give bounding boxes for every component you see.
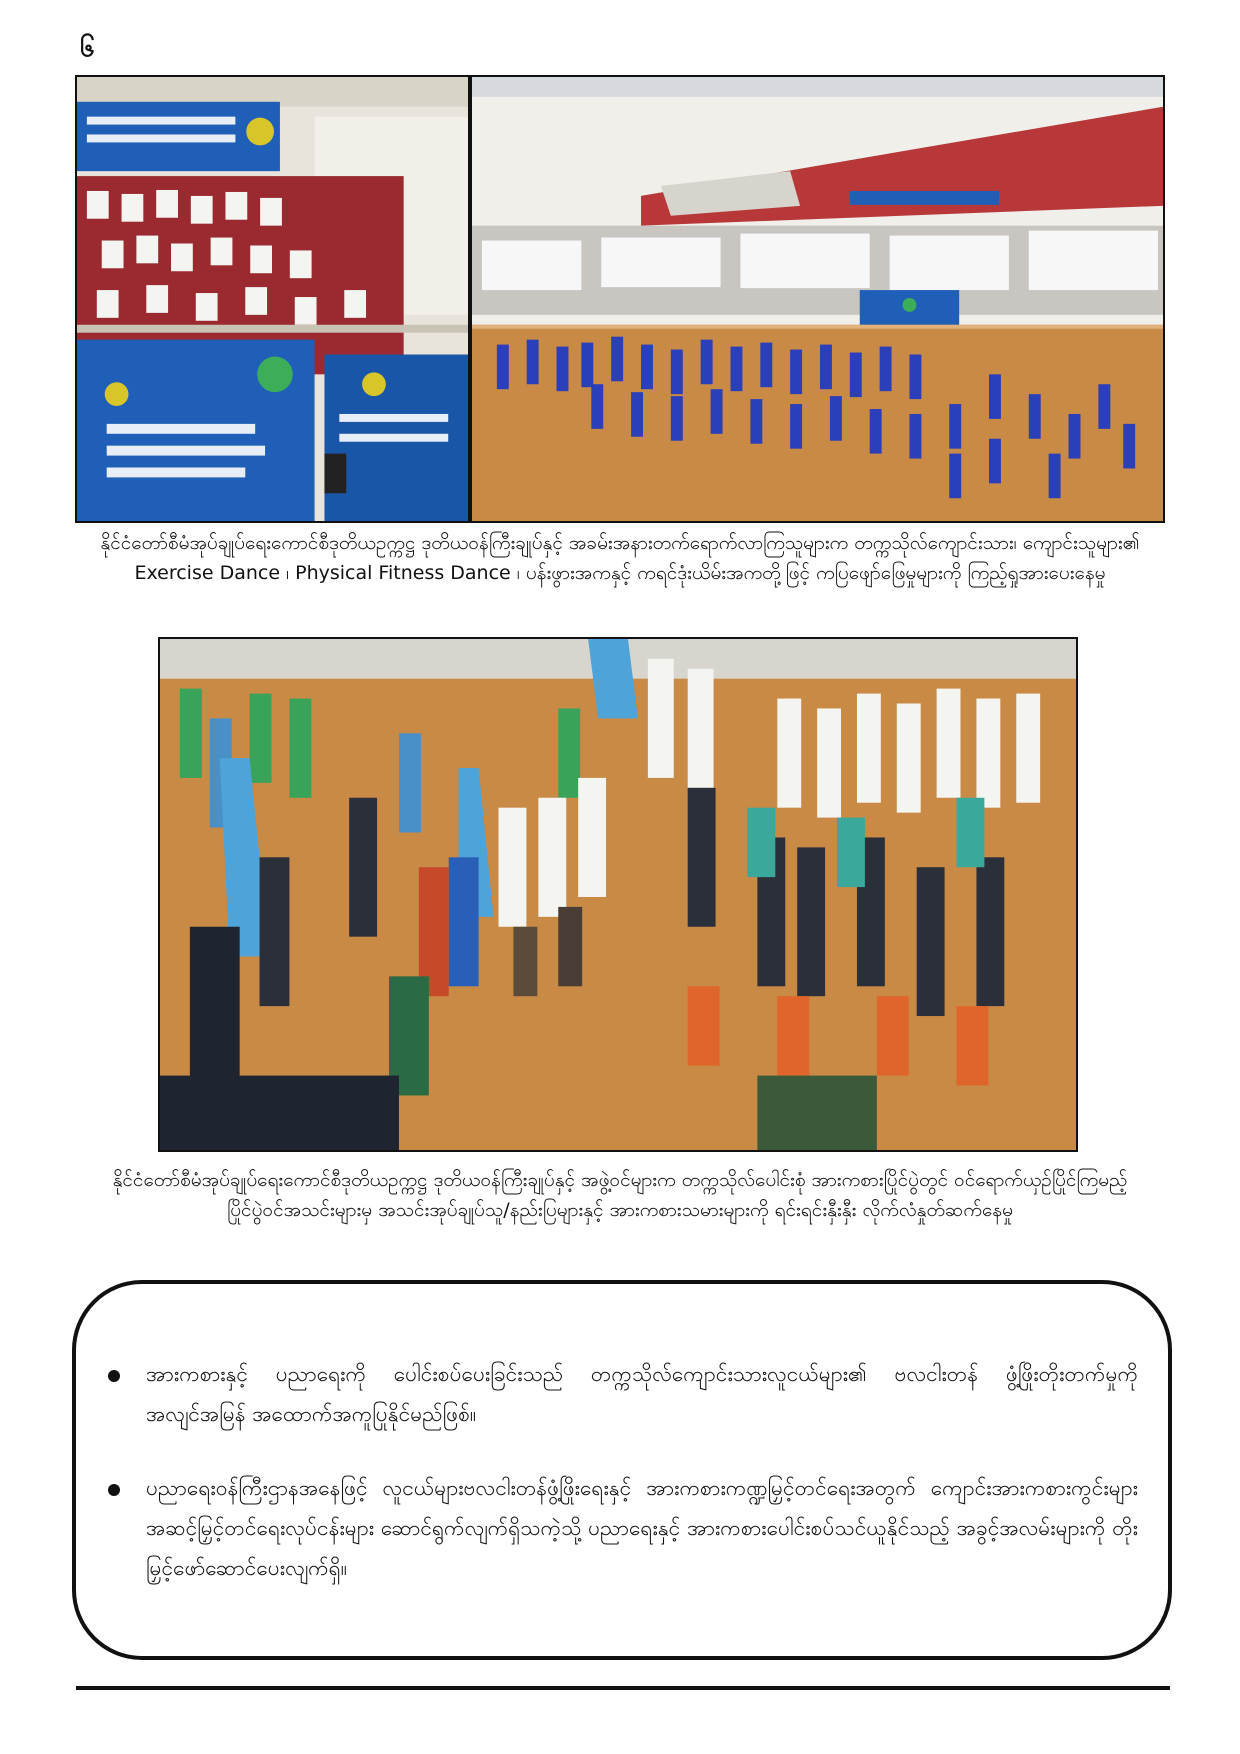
key-point-text: အားကစားနှင့် ပညာရေးကို ပေါင်းစပ်ပေးခြင်းသည် တက္ကသိုလ်ကျောင်းသားလူငယ်များ၏ ဗလငါးတန် ဖွံ့ဖြိုးတိုးတက်မှုကို အလျင်အမြန် အထောက်အကူပြုနိုင်မည်ဖြစ်။ <box>146 1362 1138 1426</box>
dance-performance-photo <box>470 75 1165 523</box>
key-point-item <box>106 1354 1138 1434</box>
key-point-text: ပညာရေးဝန်ကြီးဌာနအနေဖြင့် လူငယ်များဗလငါးတန်ဖွံ့ဖြိုးရေးနှင့် အားကစားကဏ္ဍမြှင့်တင်ရေးအတွက် ကျောင်းအားကစားကွင်းများ အဆင့်မြှင့်တင်ရေးလုပ်ငန်းများ ဆောင်ရွက်လျက်ရှိသကဲ့သို့ ပညာရေးနှင့် အားကစားပေါင်းစပ်သင်ယူနိုင်သည့် အခွင့်အလမ်းများကို တိုးမြှင့်ဖော်ဆောင်ပေးလျက်ရှိ။ <box>146 1476 1138 1580</box>
vip-grandstand-image <box>77 77 468 521</box>
key-points-list <box>106 1354 1138 1622</box>
top-photos-caption: နိုင်ငံတော်စီမံအုပ်ချုပ်ရေးကောင်စီဒုတိယဥက္ကဋ္ဌ ဒုတိယဝန်ကြီးချုပ်နှင့် အခမ်းအနားတက်ရောက်လာကြသူများက တက္ကသိုလ်ကျောင်းသား၊ ကျောင်းသူများ၏ Exercise Dance ၊ Physical Fitness Dance ၊ ပန်းဖွားအကနှင့် ကရင်ဒုံးယိမ်းအကတို့ဖြင့် ကပြဖျော်ဖြေမှုများကို ကြည့်ရှုအားပေးနေမှု <box>100 532 1140 584</box>
key-point-item <box>106 1468 1138 1588</box>
athlete-greeting-image <box>160 639 1076 1150</box>
dance-performance-image <box>472 77 1163 521</box>
bullet-icon <box>108 1484 120 1496</box>
vip-grandstand-photo <box>75 75 470 523</box>
page-number: ၆ <box>80 33 95 63</box>
key-points-callout <box>72 1280 1172 1660</box>
bullet-icon <box>108 1370 120 1382</box>
middle-photo-caption: နိုင်ငံတော်စီမံအုပ်ချုပ်ရေးကောင်စီဒုတိယဥက္ကဋ္ဌ ဒုတိယဝန်ကြီးချုပ်နှင့် အဖွဲ့ဝင်များက တက္ကသိုလ်ပေါင်းစုံ အားကစားပြိုင်ပွဲတွင် ဝင်ရောက်ယှဉ်ပြိုင်ကြမည့် ပြိုင်ပွဲဝင်အသင်းများမှ အသင်းအုပ်ချုပ်သူ/နည်းပြများနှင့် အားကစားသမားများကို ရင်းရင်းနှီးနှီး လိုက်လံနှုတ်ဆက်နေမှု <box>112 1169 1128 1221</box>
athlete-greeting-photo <box>158 637 1078 1152</box>
footer-divider <box>76 1686 1170 1690</box>
